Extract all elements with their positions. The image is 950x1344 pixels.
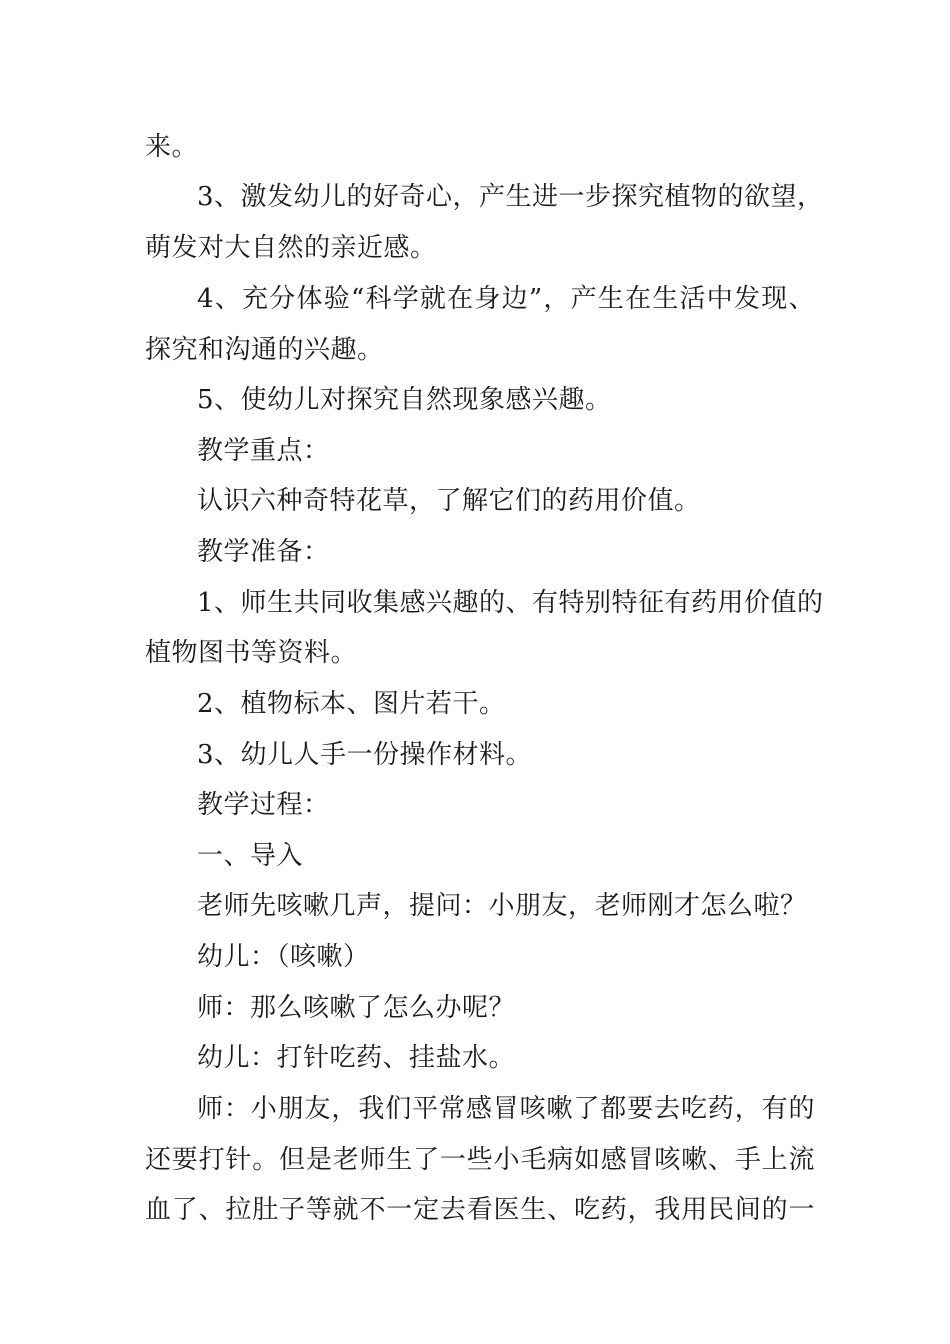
text-line: 师：那么咳嗽了怎么办呢？ — [197, 993, 516, 1023]
text-line: 来。 — [145, 132, 199, 162]
section-heading: 教学重点： — [197, 436, 330, 466]
text-line: 血了、拉肚子等就不一定去看医生、吃药，我用民间的一 — [145, 1195, 815, 1225]
text-line: 探究和沟通的兴趣。 — [145, 335, 384, 365]
text-line: 2、植物标本、图片若干。 — [197, 689, 506, 719]
text-line: 4、充分体验“科学就在身边”，产生在生活中发现、 — [197, 284, 815, 314]
text-line: 萌发对大自然的亲近感。 — [145, 233, 437, 263]
text-line: 3、激发幼儿的好奇心，产生进一步探究植物的欲望， — [197, 182, 824, 212]
text-line: 幼儿：打针吃药、挂盐水。 — [197, 1043, 516, 1073]
text-line: 植物图书等资料。 — [145, 638, 358, 668]
text-line: 师：小朋友，我们平常感冒咳嗽了都要去吃药，有的 — [197, 1094, 815, 1124]
section-heading: 教学过程： — [197, 790, 330, 820]
section-heading: 一、导入 — [197, 841, 304, 871]
text-line: 老师先咳嗽几声，提问：小朋友，老师刚才怎么啦？ — [197, 891, 807, 921]
text-line: 认识六种奇特花草，了解它们的药用价值。 — [197, 486, 701, 516]
text-line: 1、师生共同收集感兴趣的、有特别特征有药用价值的 — [197, 588, 824, 618]
text-line: 幼儿：（咳嗽） — [197, 942, 370, 972]
section-heading: 教学准备： — [197, 537, 330, 567]
text-line: 3、幼儿人手一份操作材料。 — [197, 740, 533, 770]
text-line: 还要打针。但是老师生了一些小毛病如感冒咳嗽、手上流 — [145, 1145, 815, 1175]
text-line: 5、使幼儿对探究自然现象感兴趣。 — [197, 385, 612, 415]
